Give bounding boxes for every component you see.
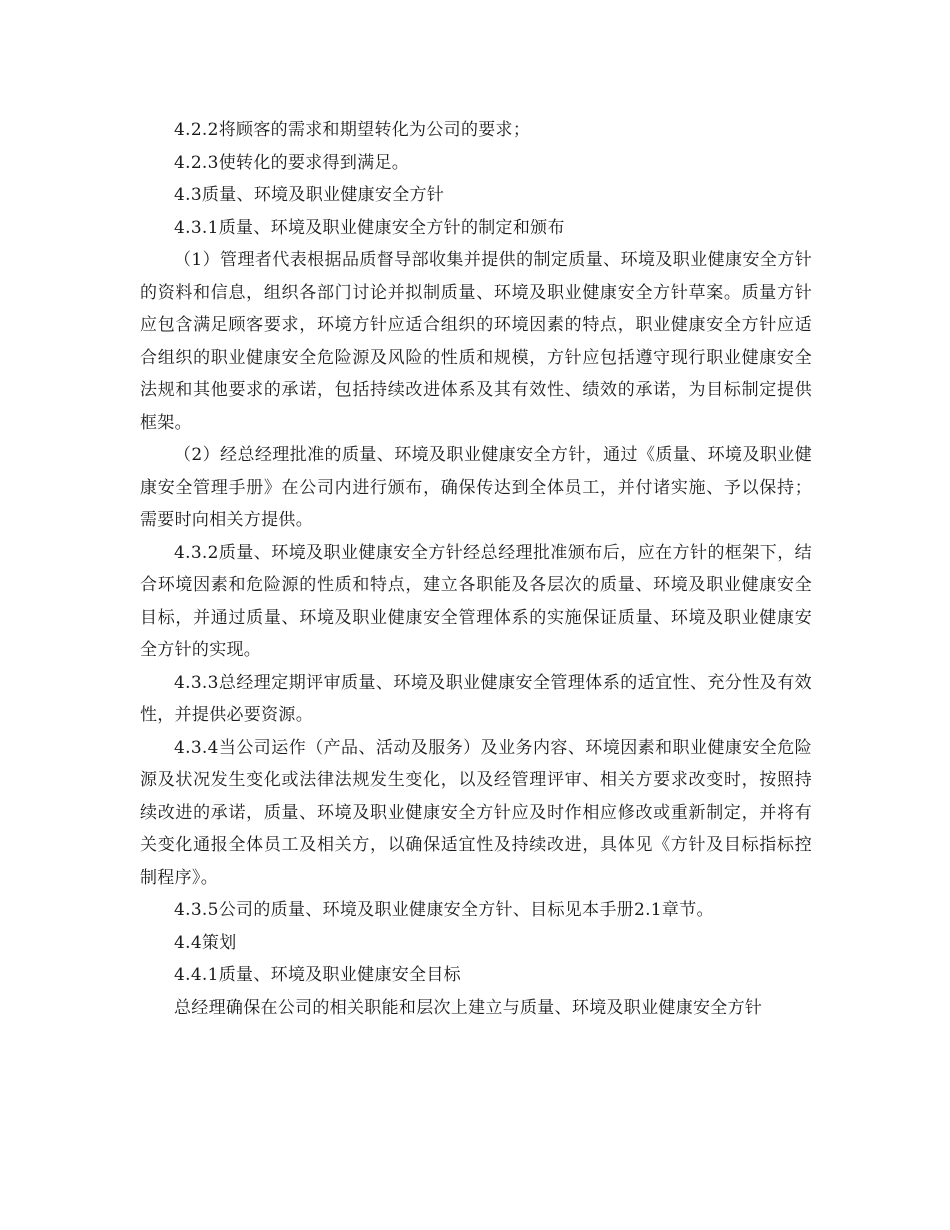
paragraph-item-2: （2）经总经理批准的质量、环境及职业健康安全方针，通过《质量、环境及职业健康安全管理手册》在公司内进行颁布，确保传达到全体员工，并付诸实施、予以保持；需要时向相关方提供。 xyxy=(140,445,812,530)
heading-4-4-1: 4.4.1质量、环境及职业健康安全目标 xyxy=(174,965,461,985)
heading-4-3-1: 4.3.1质量、环境及职业健康安全方针的制定和颁布 xyxy=(174,217,565,238)
paragraph-4-2-3: 4.2.3使转化的要求得到满足。 xyxy=(174,152,410,173)
paragraph-4-3-2: 4.3.2质量、环境及职业健康安全方针经总经理批准颁布后，应在方针的框架下，结合环境因素和危险源的性质和特点，建立各职能及各层次的质量、环境及职业健康安全目标，并通过质量、环境及职业健康安全管理体系的实施保证质量、环境及职业健康安全方针的实现。 xyxy=(140,542,812,660)
paragraph-item-1: （1）管理者代表根据品质督导部收集并提供的制定质量、环境及职业健康安全方针的资料和信息，组织各部门讨论并拟制质量、环境及职业健康安全方针草案。质量方针应包含满足顾客要求，环境方针应适合组织的环境因素的特点，职业健康安全方针应适合组织的职业健康安全危险源及风险的性质和规模，方针应包括遵守现行职业健康安全法规和其他要求的承诺，包括持续改进体系及其有效性、绩效的承诺，为目标制定提供框架。 xyxy=(140,250,812,433)
paragraph-4-3-5: 4.3.5公司的质量、环境及职业健康安全方针、目标见本手册2.1章节。 xyxy=(174,900,714,920)
paragraph-4-3-4: 4.3.4当公司运作（产品、活动及服务）及业务内容、环境因素和职业健康安全危险源及状况发生变化或法律法规发生变化，以及经管理评审、相关方要求改变时，按照持续改进的承诺，质量、环境及职业健康安全方针应及时作相应修改或重新制定，并将有关变化通报全体员工及相关方，以确保适宜性及持续改进，具体见《方针及目标指标控制程序》。 xyxy=(140,737,812,888)
heading-4-4: 4.4策划 xyxy=(174,932,237,953)
heading-4-3: 4.3质量、环境及职业健康安全方针 xyxy=(174,185,445,205)
document-body xyxy=(140,114,812,1024)
paragraph-4-2-2: 4.2.2将顾客的需求和期望转化为公司的要求； xyxy=(174,120,531,140)
paragraph-objectives: 总经理确保在公司的相关职能和层次上建立与质量、环境及职业健康安全方针 xyxy=(174,997,763,1018)
paragraph-4-3-3: 4.3.3总经理定期评审质量、环境及职业健康安全管理体系的适宜性、充分性及有效性，并提供必要资源。 xyxy=(140,672,812,725)
